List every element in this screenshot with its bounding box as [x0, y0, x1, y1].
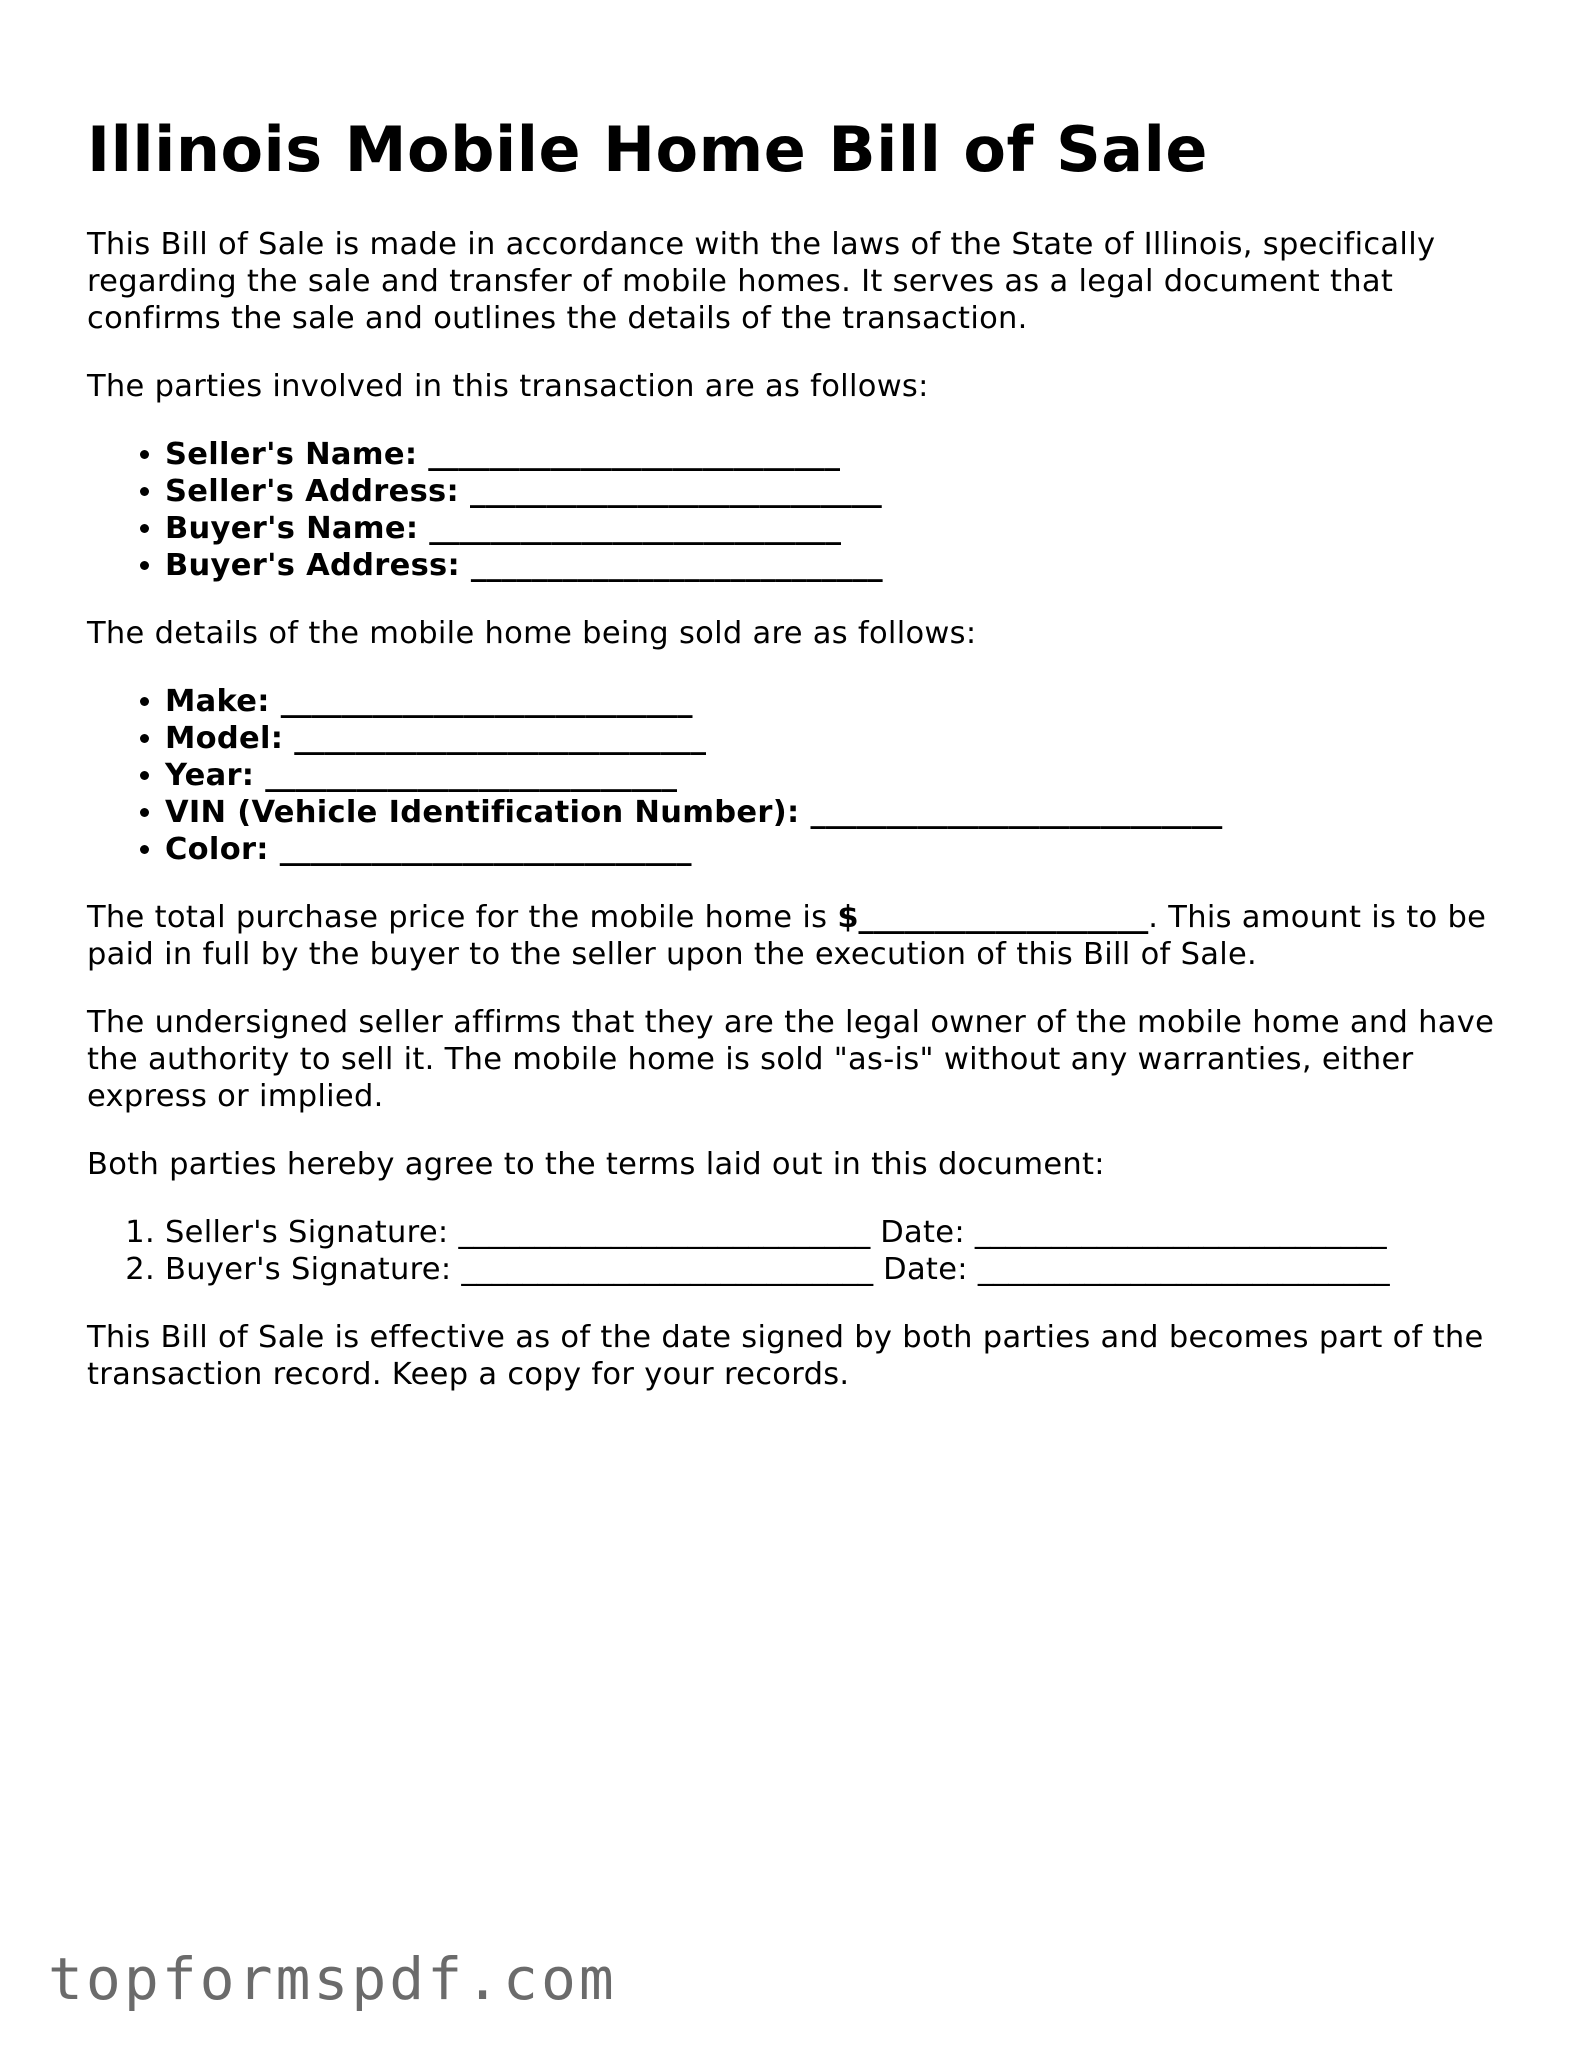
- field-label: Buyer's Signature:: [165, 1252, 452, 1287]
- make-field[interactable]: ___________________________: [280, 684, 693, 719]
- field-label: Date:: [880, 1215, 965, 1250]
- seller-date-field[interactable]: ___________________________: [974, 1215, 1387, 1250]
- seller-name-field[interactable]: ___________________________: [428, 437, 841, 472]
- watermark: topformspdf.com: [48, 1945, 617, 2013]
- field-label: Color:: [165, 832, 269, 867]
- agree-intro: Both parties hereby agree to the terms laid out in this document:: [87, 1147, 1105, 1182]
- vin-field[interactable]: ___________________________: [810, 795, 1223, 830]
- parties-intro: The parties involved in this transaction are as follows:: [87, 369, 929, 404]
- buyer-name-field[interactable]: ___________________________: [429, 511, 842, 546]
- signatures-list: [87, 1214, 1507, 1288]
- model-field[interactable]: ___________________________: [294, 721, 706, 756]
- buyer-signature-field[interactable]: ___________________________: [461, 1252, 874, 1287]
- affirmation-paragraph: The undersigned seller affirms that they are the legal owner of the mobile home and have the authority to sell it. The mobile home is sold "as-is" without any warranties, either express or implied.: [87, 1005, 1495, 1114]
- list-item: [165, 720, 1507, 757]
- field-label: Seller's Signature:: [165, 1215, 449, 1250]
- details-list: [87, 683, 1507, 868]
- field-label: Year:: [165, 758, 255, 793]
- field-label: Buyer's Name:: [165, 511, 419, 546]
- price-field[interactable]: $___________________: [837, 900, 1149, 935]
- parties-list: [87, 436, 1507, 584]
- field-label: Buyer's Address:: [165, 548, 460, 583]
- page-title: Illinois Mobile Home Bill of Sale: [87, 113, 1208, 186]
- year-field[interactable]: ___________________________: [265, 758, 677, 793]
- seller-address-field[interactable]: ___________________________: [469, 474, 882, 509]
- list-item: [165, 683, 1507, 720]
- field-label: Seller's Name:: [165, 437, 418, 472]
- field-label: Seller's Address:: [165, 474, 460, 509]
- field-label: Date:: [883, 1252, 968, 1287]
- list-item: [165, 547, 1507, 584]
- closing-paragraph: This Bill of Sale is effective as of the date signed by both parties and becomes part of the transaction record. Keep a copy for your records.: [87, 1320, 1484, 1392]
- list-item: [165, 757, 1507, 794]
- list-item: [165, 510, 1507, 547]
- field-label: Make:: [165, 684, 270, 719]
- buyer-date-field[interactable]: ___________________________: [977, 1252, 1390, 1287]
- list-item: [165, 831, 1507, 868]
- list-item: [165, 473, 1507, 510]
- list-item: [165, 436, 1507, 473]
- list-item: [165, 1214, 1507, 1251]
- list-item: [165, 794, 1507, 831]
- field-label: Model:: [165, 721, 284, 756]
- details-intro: The details of the mobile home being sold are as follows:: [87, 616, 977, 651]
- seller-signature-field[interactable]: ___________________________: [458, 1215, 871, 1250]
- field-label: VIN (Vehicle Identification Number):: [165, 795, 800, 830]
- price-paragraph: The total purchase price for the mobile home is $___________________. This amount is to be paid in full by the buyer to the seller upon the execution of this Bill of Sale.: [87, 900, 1487, 972]
- document-page: [87, 112, 1507, 1393]
- list-item: [165, 1251, 1507, 1288]
- buyer-address-field[interactable]: ___________________________: [470, 548, 883, 583]
- color-field[interactable]: ___________________________: [279, 832, 692, 867]
- intro-paragraph: This Bill of Sale is made in accordance with the laws of the State of Illinois, specifically regarding the sale and transfer of mobile homes. It serves as a legal document that confirms the sale and outlines the details of the transaction.: [87, 227, 1436, 336]
